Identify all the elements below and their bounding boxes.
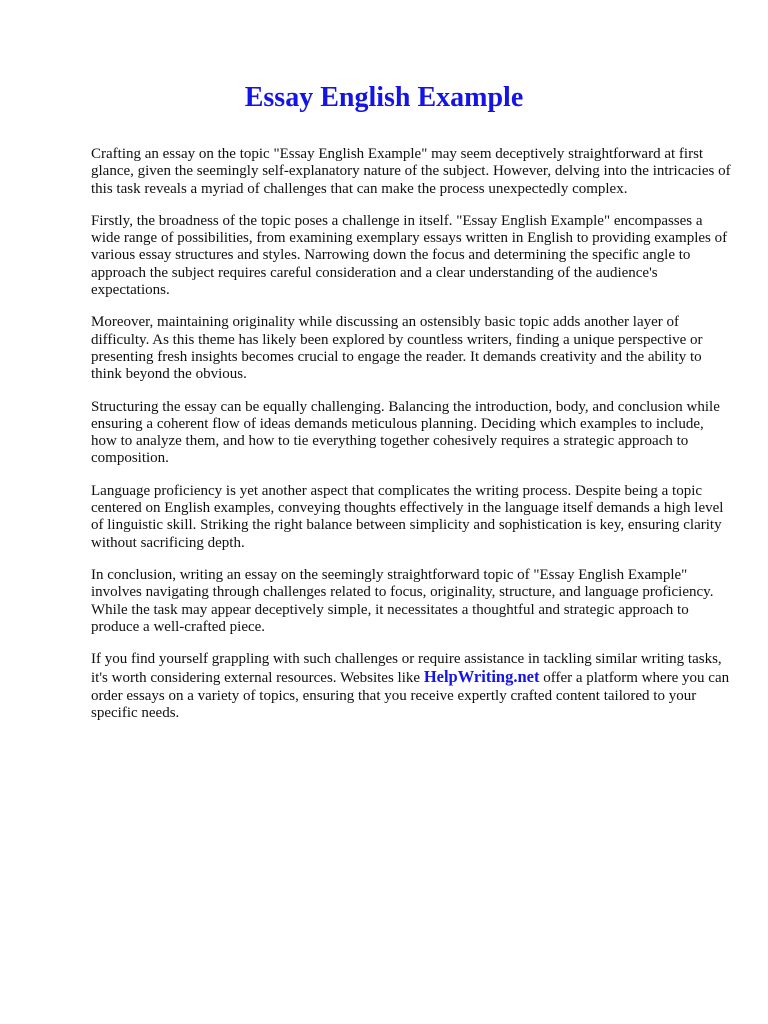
paragraph-conclusion: In conclusion, writing an essay on the seemingly straightforward topic of "Essay English Example" involves navigating through challenges related to focus, originality, structure, and language proficiency. While the task may appear deceptively simple, it necessitates a thoughtful and strategic approach to produce a well-crafted piece. [91, 566, 714, 635]
paragraph-language: Language proficiency is yet another aspect that complicates the writing process. Despite being a topic centered on English examples, conveying thoughts effectively in the language itself demands a high level of linguistic skill. Striking the right balance between simplicity and sophistication is key, ensuring clarity without sacrificing depth. [91, 482, 724, 551]
paragraph-resources [91, 651, 731, 722]
paragraph-structure: Structuring the essay can be equally challenging. Balancing the introduction, body, and conclusion while ensuring a coherent flow of ideas demands meticulous planning. Deciding which examples to include, how to analyze them, and how to tie everything together cohesively requires a strategic approach to composition. [91, 398, 720, 467]
document-title: Essay English Example [244, 82, 524, 113]
paragraph-originality: Moreover, maintaining originality while discussing an ostensibly basic topic adds another layer of difficulty. As this theme has likely been explored by countless writers, finding a unique perspective or presenting fresh insights becomes crucial to engage the reader. It demands creativity and the ability to think beyond the obvious. [91, 314, 703, 383]
paragraph-broadness: Firstly, the broadness of the topic poses a challenge in itself. "Essay English Example" encompasses a wide range of possibilities, from examining exemplary essays written in English to providing examples of various essay structures and styles. Narrowing down the focus and determining the specific angle to approach the subject requires careful consideration and a clear understanding of the audience's expectations. [91, 212, 728, 299]
paragraph-intro: Crafting an essay on the topic "Essay English Example" may seem deceptively straightforward at first glance, given the seemingly self-explanatory nature of the subject. However, delving into the intricacies of this task reveals a myriad of challenges that can make the process unexpectedly complex. [91, 146, 731, 197]
helpwriting-link[interactable]: HelpWriting.net [423, 667, 540, 687]
document-body [91, 146, 731, 737]
resources-text-before: If you find yourself grappling with such challenges or require assistance in tackling similar writing tasks, it's worth considering external resources. Websites like [91, 651, 722, 687]
resources-text-after: offer a platform where you can order essays on a variety of topics, ensuring that you receive expertly crafted content tailored to your specific needs. [91, 670, 730, 722]
